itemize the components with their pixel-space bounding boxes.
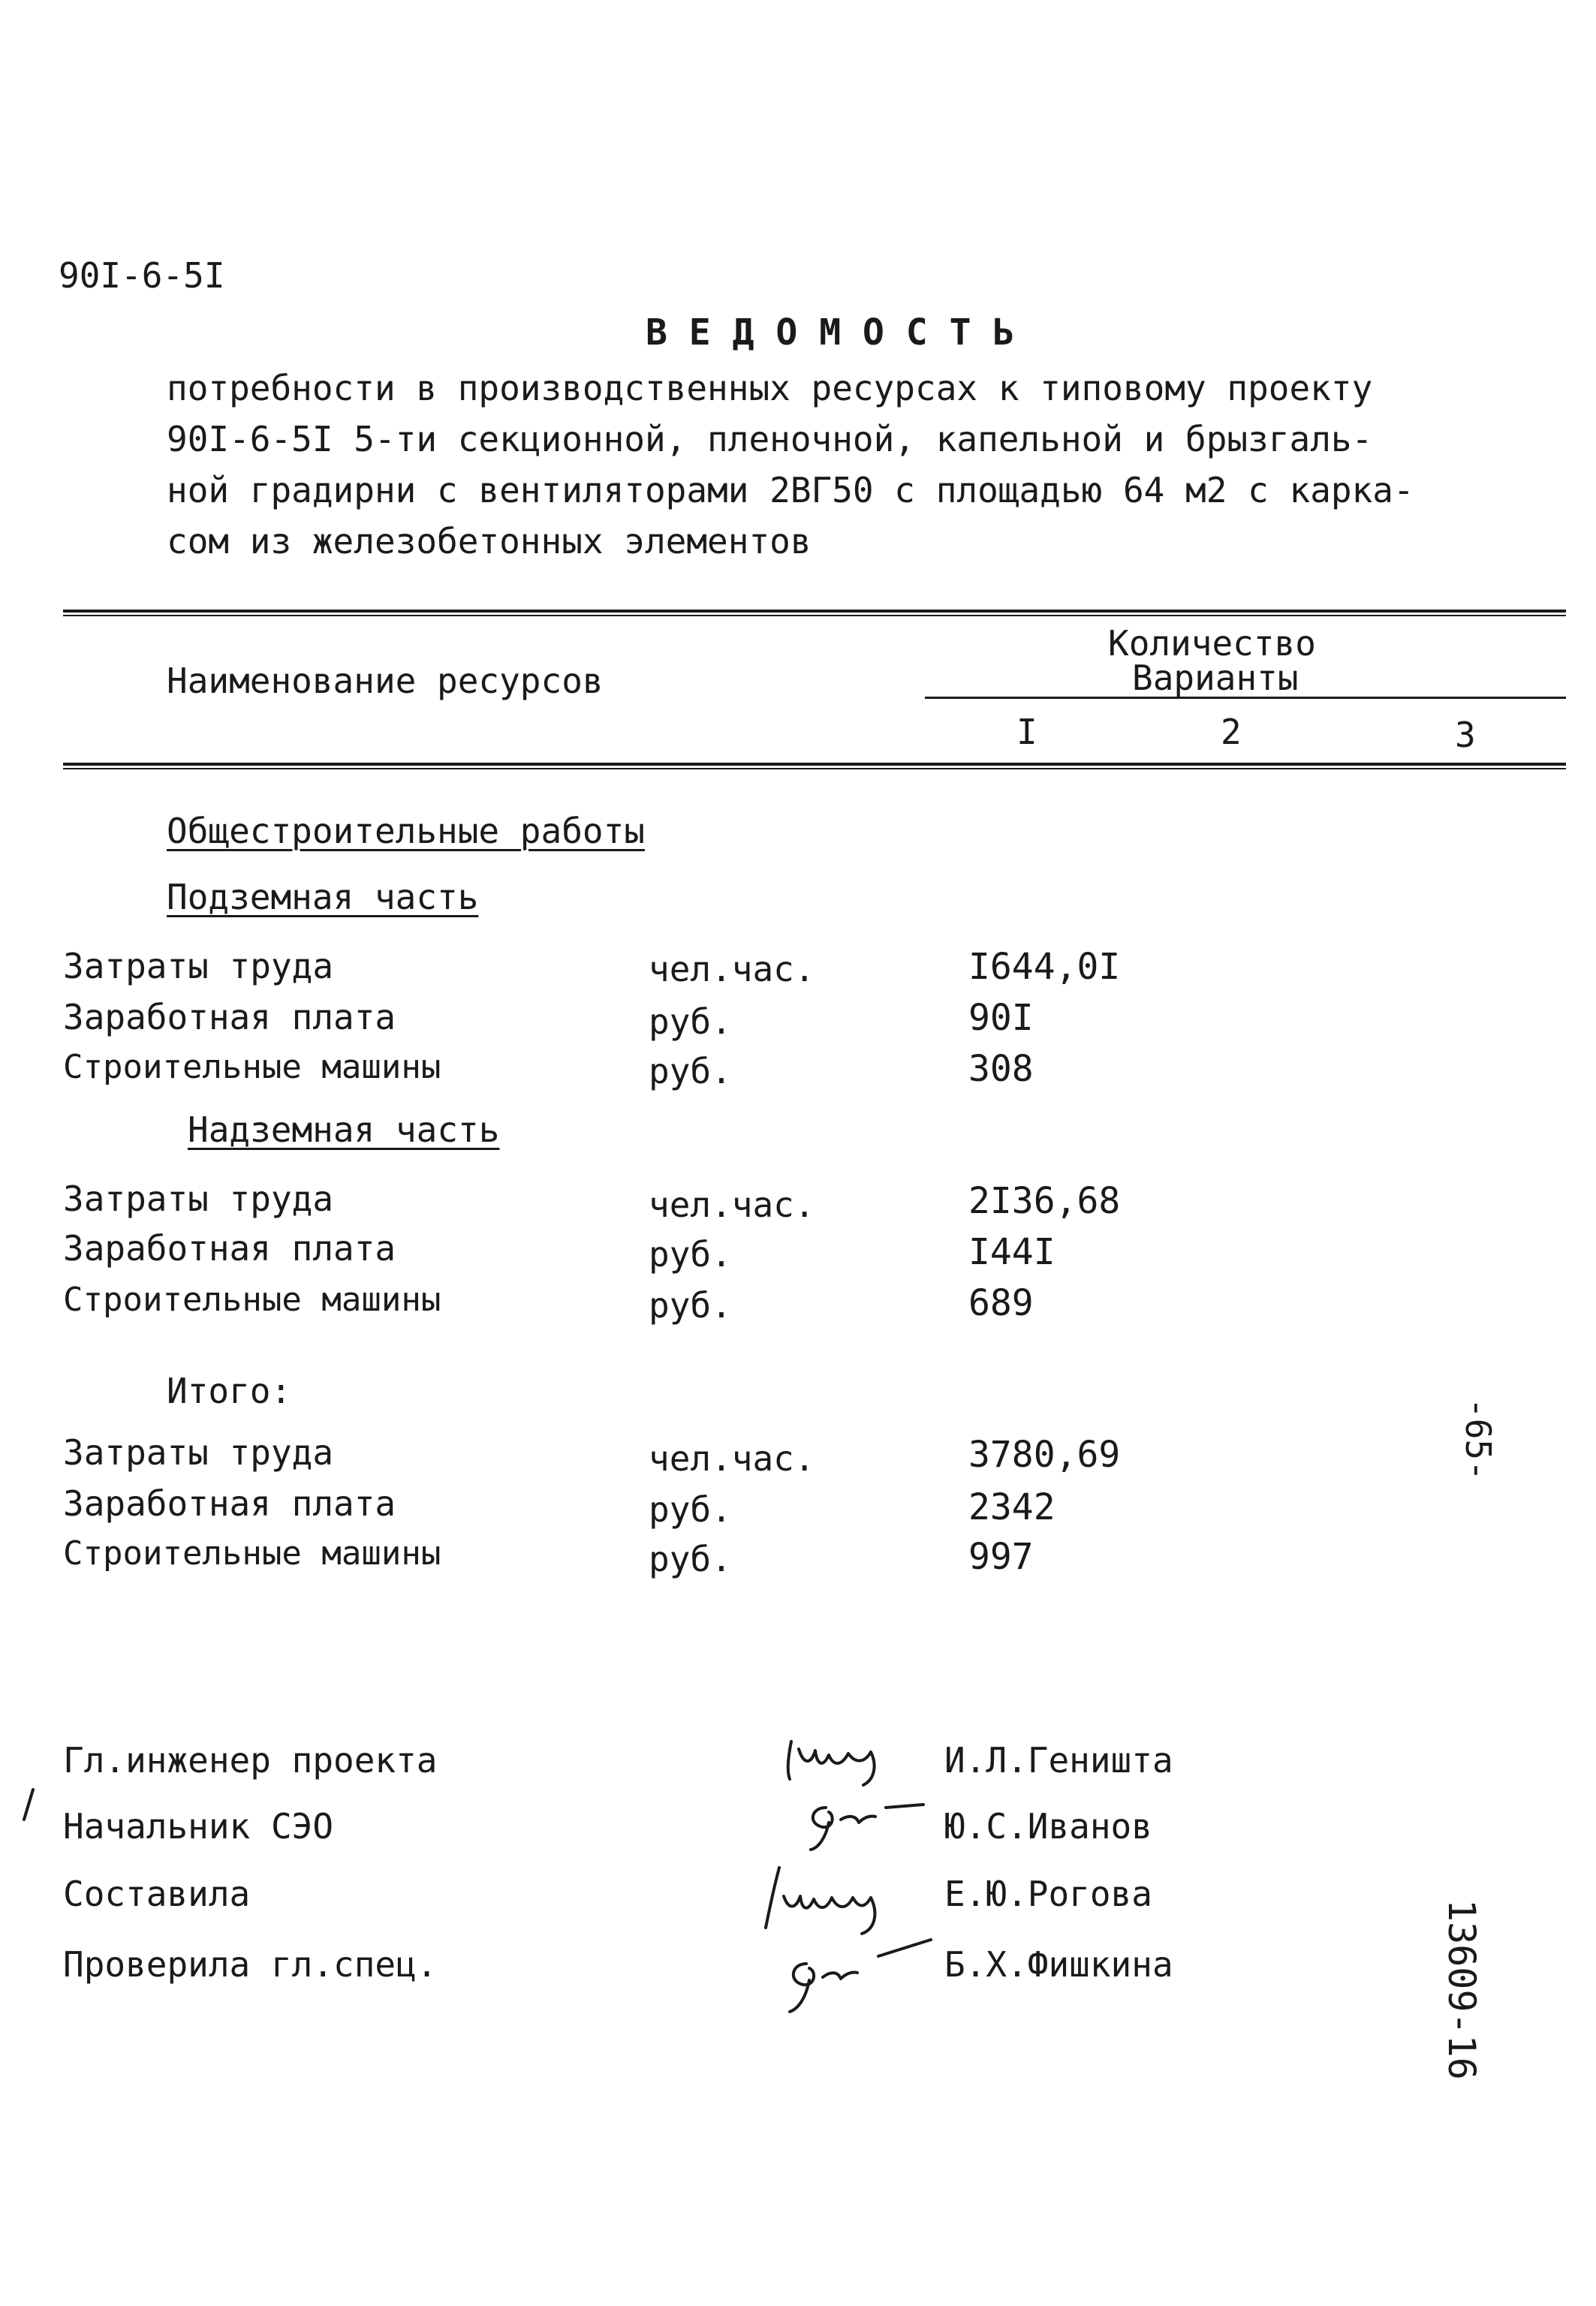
group-heading: Итого: (167, 1371, 292, 1411)
signatory-name: Е.Ю.Рогова (944, 1874, 1152, 1914)
row-name: Затраты труда (63, 1432, 334, 1473)
subtitle-line: ной градирни с вентиляторами 2ВГ50 с площадью 64 м2 с карка- (167, 470, 1414, 510)
table-header-bottom-rule (63, 763, 1566, 766)
row-value-variant-1: 3780,69 (968, 1434, 1121, 1476)
handwritten-signature-icon (796, 1785, 938, 1853)
row-value-variant-1: 689 (968, 1282, 1034, 1324)
subtitle-line: потребности в производственных ресурсах к типовому проекту (167, 368, 1373, 408)
document-title: В Е Д О М О С Т Ь (646, 312, 1015, 354)
archive-number: 13609-16 (1440, 1899, 1483, 2080)
row-unit: руб. (649, 1539, 732, 1579)
column-header-quantity: Количество (1108, 623, 1316, 664)
row-name: Строительные машины (63, 1281, 441, 1319)
row-name: Заработная плата (63, 1483, 396, 1524)
row-value-variant-1: I644,0I (968, 946, 1121, 988)
row-value-variant-1: I44I (968, 1231, 1055, 1273)
row-value-variant-1: 90I (968, 997, 1034, 1039)
signature-role: Проверила гл.спец. (63, 1944, 438, 1985)
variant-number: 2 (1221, 712, 1242, 752)
subtitle-line: сом из железобетонных элементов (167, 521, 812, 561)
column-header-name: Наименование ресурсов (167, 661, 604, 701)
row-unit: чел.час. (649, 1438, 815, 1479)
row-value-variant-1: 2342 (968, 1486, 1055, 1528)
variant-number: I (1016, 712, 1037, 752)
row-name: Заработная плата (63, 1228, 396, 1269)
row-name: Затраты труда (63, 946, 334, 986)
row-name: Заработная плата (63, 997, 396, 1037)
row-unit: чел.час. (649, 949, 815, 989)
signature-role: Гл.инженер проекта (63, 1740, 438, 1781)
row-name: Строительные машины (63, 1534, 441, 1573)
table-header-bottom-rule-thin (63, 768, 1566, 769)
signature-role: Составила (63, 1874, 251, 1914)
row-unit: чел.час. (649, 1185, 815, 1225)
section-title: Общестроительные работы (167, 811, 645, 851)
row-unit: руб. (649, 1234, 732, 1275)
row-name: Затраты труда (63, 1179, 334, 1219)
row-unit: руб. (649, 1285, 732, 1326)
row-unit: руб. (649, 1489, 732, 1530)
signature-role: Начальник СЭО (63, 1806, 334, 1847)
group-heading: Надземная часть (188, 1109, 500, 1150)
handwritten-signature-icon (773, 1937, 946, 2019)
row-name: Строительные машины (63, 1048, 441, 1086)
handwritten-signature-icon (758, 1860, 908, 1935)
row-unit: руб. (649, 1051, 732, 1091)
signatory-name: Ю.С.Иванов (944, 1806, 1152, 1847)
row-unit: руб. (649, 1001, 732, 1042)
row-value-variant-1: 308 (968, 1048, 1034, 1090)
signatory-name: Б.Х.Фишкина (944, 1944, 1173, 1985)
page-number: -65- (1458, 1398, 1498, 1481)
table-top-rule (63, 610, 1566, 613)
row-value-variant-1: 2I36,68 (968, 1180, 1121, 1222)
table-top-rule-thin (63, 615, 1566, 616)
margin-tick-mark (21, 1787, 36, 1824)
document-number: 90I-6-5I (59, 255, 225, 296)
signatory-name: И.Л.Геништа (944, 1740, 1173, 1781)
subtitle-line: 90I-6-5I 5-ти секционной, пленочной, капельной и брызгаль- (167, 419, 1373, 459)
group-heading: Подземная часть (167, 877, 479, 917)
variant-number: 3 (1455, 715, 1476, 755)
column-header-variants: Варианты (1132, 658, 1299, 698)
row-value-variant-1: 997 (968, 1536, 1034, 1578)
handwritten-signature-icon (781, 1719, 901, 1787)
